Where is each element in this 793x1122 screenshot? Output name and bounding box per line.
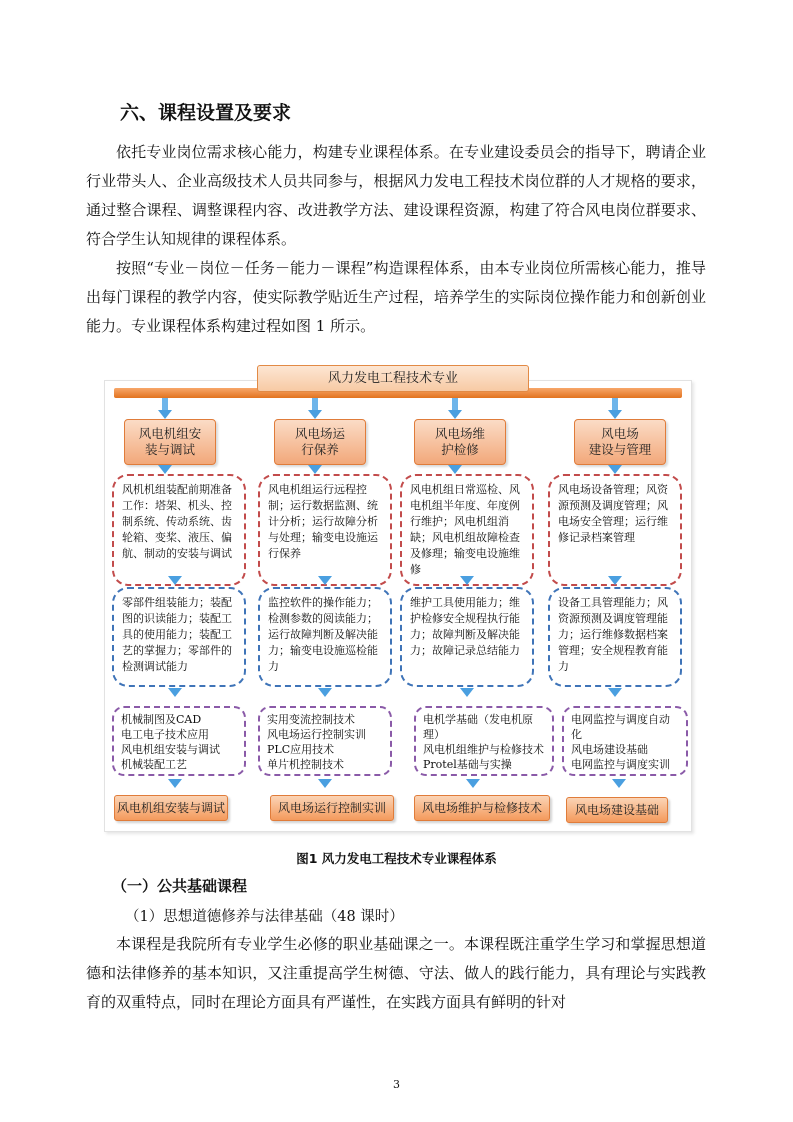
course-item: Protel基础与实操 bbox=[423, 758, 512, 771]
down-arrow-icon bbox=[308, 465, 322, 474]
final-course-box-3: 风电场维护与检修技术 bbox=[414, 795, 550, 821]
final-course-box-2: 风电场运行控制实训 bbox=[270, 795, 394, 821]
down-arrow-icon bbox=[318, 779, 332, 788]
role-box-1: 风电机组安 装与调试 bbox=[124, 419, 216, 465]
course-heading: （1）思想道德修养与法律基础（48 课时） bbox=[125, 909, 404, 925]
course-box-2 bbox=[258, 706, 392, 776]
course-item: 化 bbox=[571, 728, 582, 741]
down-arrow-icon bbox=[608, 576, 622, 585]
down-arrow-icon bbox=[608, 688, 622, 697]
course-item: PLC应用技术 bbox=[267, 743, 335, 756]
page-number: 3 bbox=[393, 1078, 400, 1091]
role-box-2: 风电场运 行保养 bbox=[274, 419, 366, 465]
role-box-4: 风电场 建设与管理 bbox=[574, 419, 666, 465]
course-item: 风电机组维护与检修技术 bbox=[423, 743, 544, 756]
course-item: 实用变流控制技术 bbox=[267, 713, 355, 726]
course-item: 风电机组安装与调试 bbox=[121, 743, 220, 756]
course-item: 风电场运行控制实训 bbox=[267, 728, 366, 741]
task-box-2: 风电机组运行远程控制；运行数据监测、统计分析；运行故障分析与处理；输变电设施运行保养 bbox=[258, 474, 392, 586]
down-arrow-icon bbox=[168, 576, 182, 585]
course-text bbox=[86, 930, 706, 1017]
down-arrow-icon bbox=[460, 688, 474, 697]
course-item: 电网监控与调度自动 bbox=[571, 713, 670, 726]
task-box-1: 风机机组装配前期准备工作：塔架、机头、控制系统、传动系统、齿轮箱、变桨、液压、偏航、制动的安装与调试 bbox=[112, 474, 246, 586]
course-item: 单片机控制技术 bbox=[267, 758, 344, 771]
down-arrow-icon bbox=[168, 688, 182, 697]
final-course-box-1: 风电机组安装与调试 bbox=[114, 795, 228, 821]
task-box-3: 风电机组日常巡检、风电机组半年度、年度例行维护；风电机组消缺；风电机组故障检查及修理；输变电设施维修 bbox=[400, 474, 534, 586]
course-item: 电工电子技术应用 bbox=[121, 728, 209, 741]
ability-box-1: 零部件组装能力；装配图的识读能力；装配工具的使用能力；装配工艺的掌握力；零部件的检测调试能力 bbox=[112, 587, 246, 687]
ability-box-3: 维护工具使用能力；维护检修安全规程执行能力；故障判断及解决能力；故障记录总结能力 bbox=[400, 587, 534, 687]
intro-paragraph-1: 依托专业岗位需求核心能力，构建专业课程体系。在专业建设委员会的指导下，聘请企业行业带头人、企业高级技术人员共同参与，根据风力发电工程技术岗位群的人才规格的要求，通过整合课程、调整课程内容、改进教学方法、建设课程资源，构建了符合风电岗位群要求、符合学生认知规律的课程体系。 bbox=[86, 143, 706, 248]
section-title: 六、课程设置及要求 bbox=[120, 102, 292, 124]
figure-caption: 图1 风力发电工程技术专业课程体系 bbox=[296, 851, 497, 866]
down-arrow-icon bbox=[448, 465, 462, 474]
down-arrow-icon bbox=[448, 410, 462, 419]
down-arrow-icon bbox=[608, 410, 622, 419]
subsection-title: （一）公共基础课程 bbox=[112, 877, 248, 895]
down-arrow-icon bbox=[612, 779, 626, 788]
ability-box-4: 设备工具管理能力；风资源预测及调度管理能力；运行维修数据档案管理；安全规程教育能力 bbox=[548, 587, 682, 687]
course-item: 电机学基础（发电机原 bbox=[423, 713, 533, 726]
course-item: 理） bbox=[423, 728, 445, 741]
down-arrow-icon bbox=[158, 465, 172, 474]
course-box-3 bbox=[414, 706, 554, 776]
ability-box-2: 监控软件的操作能力；检测参数的阅读能力；运行故障判断及解决能力；输变电设施巡检能力 bbox=[258, 587, 392, 687]
down-arrow-icon bbox=[318, 688, 332, 697]
major-box: 风力发电工程技术专业 bbox=[257, 365, 529, 392]
intro-text bbox=[86, 138, 706, 341]
course-item: 机械制图及CAD bbox=[121, 713, 202, 726]
course-item: 风电场建设基础 bbox=[571, 743, 648, 756]
down-arrow-icon bbox=[460, 576, 474, 585]
role-box-3: 风电场维 护检修 bbox=[414, 419, 506, 465]
course-box-1 bbox=[112, 706, 246, 776]
down-arrow-icon bbox=[608, 465, 622, 474]
down-arrow-icon bbox=[158, 410, 172, 419]
course-paragraph: 本课程是我院所有专业学生必修的职业基础课之一。本课程既注重学生学习和掌握思想道德和法律修养的基本知识，又注重提高学生树德、守法、做人的践行能力，具有理论与实践教育的双重特点，同时在理论方面具有严谨性，在实践方面具有鲜明的针对 bbox=[86, 935, 706, 1011]
down-arrow-icon bbox=[318, 576, 332, 585]
course-box-4 bbox=[562, 706, 688, 776]
down-arrow-icon bbox=[308, 410, 322, 419]
course-item: 机械装配工艺 bbox=[121, 758, 187, 771]
down-arrow-icon bbox=[466, 779, 480, 788]
down-arrow-icon bbox=[168, 779, 182, 788]
intro-paragraph-2: 按照“专业－岗位－任务－能力－课程”构造课程体系，由本专业岗位所需核心能力，推导出每门课程的教学内容，使实际教学贴近生产过程，培养学生的实际岗位操作能力和创新创业能力。专业课程体系构建过程如图 1 所示。 bbox=[86, 259, 706, 335]
final-course-box-4: 风电场建设基础 bbox=[566, 797, 668, 823]
task-box-4: 风电场设备管理；风资源预测及调度管理；风电场安全管理；运行维修记录档案管理 bbox=[548, 474, 682, 586]
course-item: 电网监控与调度实训 bbox=[571, 758, 670, 771]
